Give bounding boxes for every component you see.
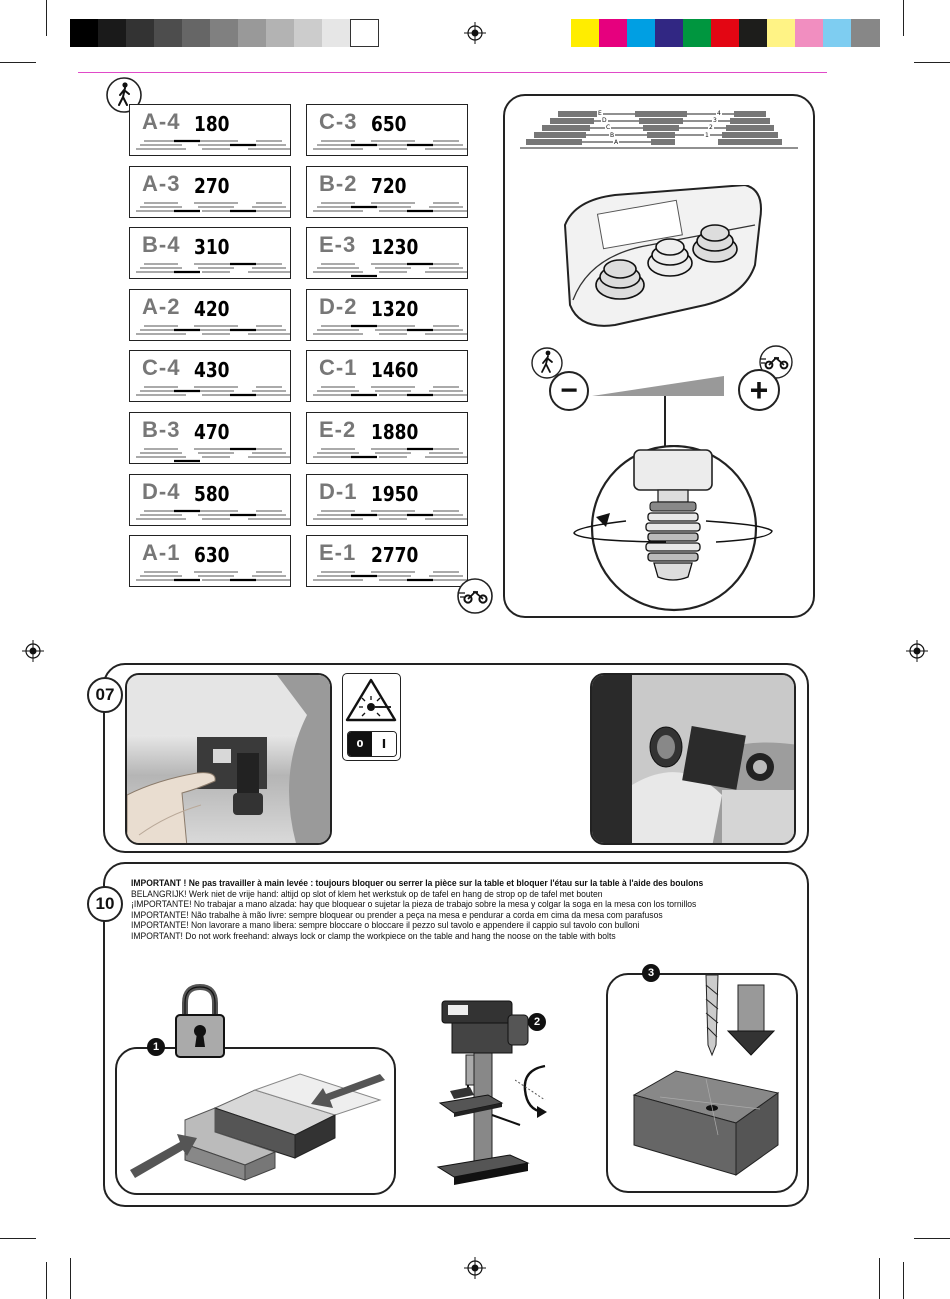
rpm-value: 430 — [194, 358, 230, 383]
switch-on-side: I — [372, 732, 396, 756]
rpm-value: 650 — [371, 112, 407, 136]
speed-cell — [129, 535, 291, 587]
rpm-value: 1320 — [371, 296, 419, 321]
warning-line-es: ¡IMPORTANTE! No trabajar a mano alzada: hay que bloquear o sujetar la pieza de trabajo sobre la mesa y colgar la soga en la mesa con los tornillos — [131, 899, 697, 910]
color-swatch — [627, 19, 656, 47]
crop-mark — [879, 1258, 880, 1299]
gray-swatch — [350, 19, 379, 47]
vise-jaws-illustration — [125, 1060, 390, 1190]
pulley-letter-label: E — [598, 110, 602, 117]
speed-cell — [306, 350, 468, 402]
grayscale-color-bar — [70, 19, 378, 47]
registration-mark-icon — [464, 1257, 486, 1279]
switch-off-side: 0 — [348, 732, 372, 756]
step-number-10: 10 — [87, 886, 123, 922]
rpm-value: 1230 — [371, 235, 419, 260]
crop-mark — [0, 1238, 36, 1239]
crop-mark — [903, 0, 904, 36]
color-swatch — [655, 19, 684, 47]
speed-cell — [129, 166, 291, 218]
speed-cell — [129, 104, 291, 156]
pulley-code: A-2 — [142, 293, 181, 319]
process-color-bar — [571, 19, 879, 47]
rpm-value: 1880 — [371, 420, 419, 444]
plus-button: + — [738, 369, 780, 411]
color-swatch — [571, 19, 600, 47]
pulley-code: D-1 — [319, 478, 358, 504]
pulley-number-label: 3 — [713, 117, 717, 125]
safety-warning-text — [131, 878, 811, 942]
rpm-value: 1950 — [371, 481, 419, 506]
pulley-number-label: 2 — [709, 124, 713, 132]
color-swatch — [739, 19, 768, 47]
gray-swatch — [182, 19, 211, 47]
pulley-code: B-4 — [142, 232, 181, 258]
rpm-value: 720 — [371, 173, 407, 198]
warning-line-it: IMPORTANTE! Non lavorare a mano libera: sempre bloccare o bloccare il pezzo sul tavolo e appendere il cappio sul tavolo con bulloni — [131, 920, 640, 931]
gray-swatch — [294, 19, 323, 47]
laser-switch-photo — [125, 673, 332, 845]
color-swatch — [599, 19, 628, 47]
crop-mark — [0, 62, 36, 63]
minus-button: − — [549, 371, 589, 411]
speed-cell — [306, 166, 468, 218]
pulley-letter-label: D — [602, 117, 607, 125]
pulley-code: D-4 — [142, 478, 181, 504]
speed-cell — [306, 535, 468, 587]
sub-step-1-badge: 1 — [147, 1038, 165, 1056]
warning-line-nl: BELANGRIJK! Werk niet de vrije hand: altijd op slot of klem het werkstuk op de tafel en hang de strop op de tafel met bouten — [131, 888, 603, 899]
pulley-code: A-4 — [142, 109, 181, 134]
rpm-value: 310 — [194, 235, 230, 260]
pulley-code: E-1 — [319, 540, 357, 566]
pulley-letter-label: B — [610, 131, 615, 139]
gray-swatch — [322, 19, 351, 47]
speed-increase-wedge — [592, 374, 727, 398]
gray-swatch — [70, 19, 99, 47]
rpm-value: 2770 — [371, 543, 419, 568]
gray-swatch — [210, 19, 239, 47]
speed-cell — [306, 227, 468, 279]
pulley-code: E-3 — [319, 232, 357, 258]
rpm-value: 270 — [194, 173, 230, 198]
warning-line-fr: IMPORTANT ! Ne pas travailler à main levée : toujours bloquer ou serrer la pièce sur la table et bloquer l'étau sur la table à l'aide des boulons — [131, 878, 704, 888]
color-swatch — [823, 19, 852, 47]
workpiece-drilling-illustration — [620, 975, 790, 1185]
pulley-code: B-2 — [319, 170, 358, 196]
pulley-number-label: 4 — [717, 110, 721, 117]
pulley-arrangement-diagram — [520, 106, 800, 156]
color-swatch — [683, 19, 712, 47]
laser-symbol-box — [342, 673, 401, 761]
gray-swatch — [98, 19, 127, 47]
gray-swatch — [238, 19, 267, 47]
pulley-code: C-3 — [319, 109, 358, 134]
pulley-code: E-2 — [319, 417, 357, 442]
sub-step-2-badge: 2 — [528, 1013, 546, 1031]
crop-mark — [70, 1258, 71, 1299]
color-swatch — [767, 19, 796, 47]
rotation-arrow-icon — [515, 1060, 555, 1120]
color-swatch — [851, 19, 880, 47]
color-swatch — [711, 19, 740, 47]
crop-mark — [903, 1262, 904, 1299]
speed-cell — [129, 227, 291, 279]
header-rule — [78, 72, 827, 73]
rpm-value: 630 — [194, 543, 230, 568]
gray-swatch — [154, 19, 183, 47]
pulley-code: A-3 — [142, 170, 181, 196]
sub-step-3-badge: 3 — [642, 964, 660, 982]
pulley-housing-illustration — [555, 185, 770, 335]
crop-mark — [46, 1262, 47, 1299]
speed-cell — [306, 104, 468, 156]
pulley-letter-label: A — [614, 138, 619, 146]
padlock-icon — [173, 983, 227, 1061]
speed-cell — [129, 412, 291, 464]
pulley-code: A-1 — [142, 540, 181, 566]
step-number-07: 07 — [87, 677, 123, 713]
crop-mark — [914, 62, 950, 63]
pulley-code: C-4 — [142, 355, 181, 381]
fast-speed-icon — [455, 577, 495, 615]
warning-line-en: IMPORTANT! Do not work freehand: always lock or clamp the workpiece on the table and hang the noose on the table with bolts — [131, 930, 616, 941]
pulley-letter-label: C — [606, 124, 611, 132]
crop-mark — [914, 1238, 950, 1239]
spindle-closeup-illustration — [566, 445, 786, 615]
warning-line-pt: IMPORTANTE! Não trabalhe à mão livre: sempre bloquear ou prender a peça na mesa e pendurar a corda em cima da mesa com parafusos — [131, 909, 663, 920]
gray-swatch — [126, 19, 155, 47]
pulley-code: B-3 — [142, 417, 181, 442]
speed-cell — [306, 474, 468, 526]
crop-mark — [46, 0, 47, 36]
registration-mark-icon — [464, 22, 486, 44]
speed-cell — [129, 350, 291, 402]
rpm-value: 180 — [194, 112, 230, 136]
speed-cell — [306, 289, 468, 341]
rpm-value: 580 — [194, 481, 230, 506]
speed-cell — [129, 289, 291, 341]
pulley-code: C-1 — [319, 355, 358, 381]
pulley-code: D-2 — [319, 293, 358, 319]
pulley-number-label: 1 — [705, 131, 709, 139]
rpm-value: 470 — [194, 420, 230, 444]
laser-housing-photo — [590, 673, 796, 845]
laser-on-off-switch — [347, 731, 397, 757]
speed-cell — [129, 474, 291, 526]
rpm-value: 1460 — [371, 358, 419, 383]
registration-mark-icon — [906, 640, 928, 662]
rpm-value: 420 — [194, 296, 230, 321]
speed-cell — [306, 412, 468, 464]
registration-mark-icon — [22, 640, 44, 662]
color-swatch — [795, 19, 824, 47]
gray-swatch — [266, 19, 295, 47]
